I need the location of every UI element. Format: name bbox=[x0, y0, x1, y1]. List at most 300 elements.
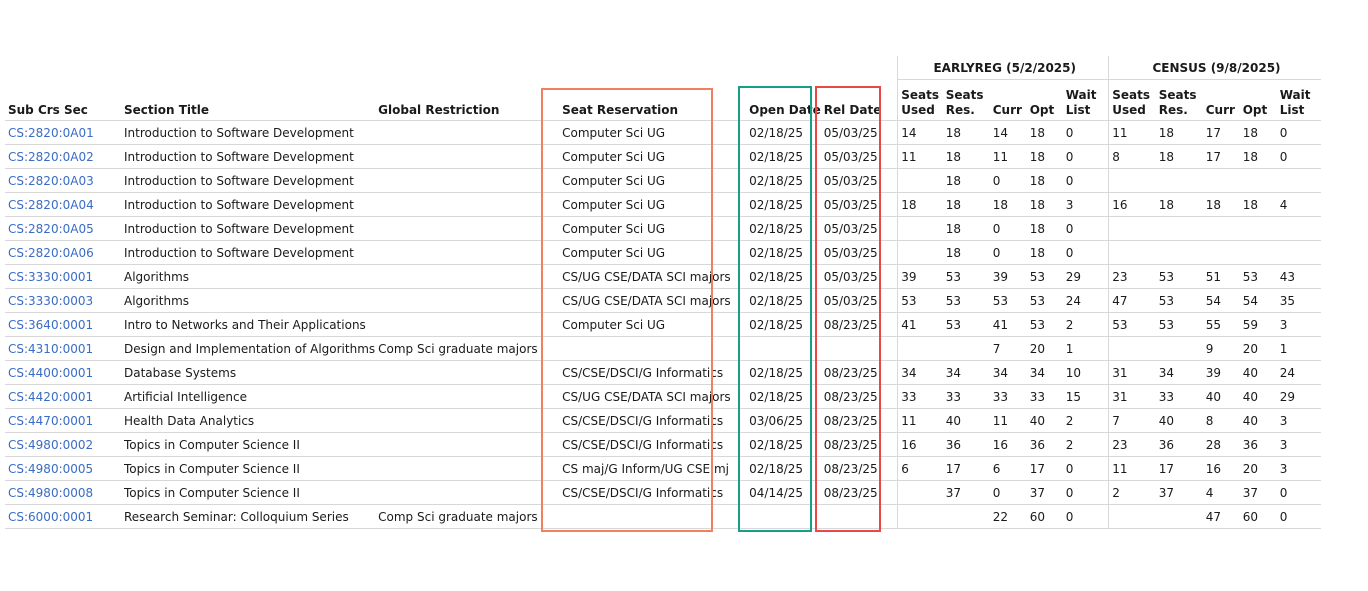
earlyreg-curr-cell: 7 bbox=[990, 337, 1027, 361]
seat-reservation-cell: Computer Sci UG bbox=[559, 193, 746, 217]
earlyreg-seats-res-cell: 17 bbox=[943, 457, 990, 481]
census-wait-list-cell: 1 bbox=[1277, 337, 1321, 361]
col-header-c-opt[interactable]: Opt bbox=[1240, 80, 1277, 121]
earlyreg-seats-used-cell: 11 bbox=[898, 409, 943, 433]
census-seats-res-cell bbox=[1156, 505, 1203, 529]
section-title-cell: Introduction to Software Development bbox=[121, 241, 375, 265]
rel-date-cell: 05/03/25 bbox=[821, 241, 898, 265]
earlyreg-wait-list-cell: 0 bbox=[1063, 169, 1109, 193]
global-restriction-cell bbox=[375, 385, 559, 409]
rel-date-cell: 08/23/25 bbox=[821, 385, 898, 409]
seat-reservation-cell: CS/UG CSE/DATA SCI majors bbox=[559, 265, 746, 289]
course-cell bbox=[5, 145, 121, 169]
seat-reservation-cell: Computer Sci UG bbox=[559, 313, 746, 337]
census-curr-cell: 54 bbox=[1203, 289, 1240, 313]
earlyreg-curr-cell: 0 bbox=[990, 481, 1027, 505]
census-seats-used-cell: 47 bbox=[1109, 289, 1156, 313]
course-link[interactable]: CS:3640:0001 bbox=[8, 317, 94, 332]
open-date-cell: 03/06/25 bbox=[746, 409, 821, 433]
earlyreg-wait-list-cell: 0 bbox=[1063, 217, 1109, 241]
rel-date-cell: 08/23/25 bbox=[821, 433, 898, 457]
census-opt-cell: 60 bbox=[1240, 505, 1277, 529]
earlyreg-seats-res-cell: 18 bbox=[943, 193, 990, 217]
census-curr-cell: 47 bbox=[1203, 505, 1240, 529]
seat-reservation-cell: Computer Sci UG bbox=[559, 169, 746, 193]
table-row bbox=[5, 217, 1321, 241]
earlyreg-seats-res-cell: 37 bbox=[943, 481, 990, 505]
earlyreg-opt-cell: 53 bbox=[1027, 265, 1063, 289]
census-seats-res-cell bbox=[1156, 241, 1203, 265]
census-curr-cell: 8 bbox=[1203, 409, 1240, 433]
earlyreg-seats-used-cell: 33 bbox=[898, 385, 943, 409]
open-date-cell: 02/18/25 bbox=[746, 265, 821, 289]
earlyreg-curr-cell: 53 bbox=[990, 289, 1027, 313]
earlyreg-wait-list-cell: 29 bbox=[1063, 265, 1109, 289]
course-link[interactable]: CS:6000:0001 bbox=[8, 509, 94, 524]
earlyreg-seats-used-cell bbox=[898, 337, 943, 361]
section-title-cell: Introduction to Software Development bbox=[121, 121, 375, 145]
rel-date-cell: 05/03/25 bbox=[821, 121, 898, 145]
col-header-e-seats-used[interactable]: Seats Used bbox=[898, 80, 943, 121]
census-curr-cell: 40 bbox=[1203, 385, 1240, 409]
global-restriction-cell bbox=[375, 289, 559, 313]
section-title-cell: Algorithms bbox=[121, 289, 375, 313]
census-wait-list-cell: 0 bbox=[1277, 145, 1321, 169]
census-curr-cell: 9 bbox=[1203, 337, 1240, 361]
table-row bbox=[5, 193, 1321, 217]
section-title-cell: Introduction to Software Development bbox=[121, 217, 375, 241]
earlyreg-wait-list-cell: 0 bbox=[1063, 241, 1109, 265]
census-curr-cell: 16 bbox=[1203, 457, 1240, 481]
census-seats-used-cell: 16 bbox=[1109, 193, 1156, 217]
section-title-cell: Database Systems bbox=[121, 361, 375, 385]
earlyreg-seats-used-cell: 41 bbox=[898, 313, 943, 337]
course-link[interactable]: CS:4980:0005 bbox=[8, 461, 94, 476]
census-seats-res-cell bbox=[1156, 169, 1203, 193]
col-header-c-curr[interactable]: Curr bbox=[1203, 80, 1240, 121]
census-curr-cell bbox=[1203, 169, 1240, 193]
course-cell bbox=[5, 289, 121, 313]
course-cell bbox=[5, 241, 121, 265]
course-link[interactable]: CS:4980:0008 bbox=[8, 485, 94, 500]
earlyreg-seats-res-cell: 53 bbox=[943, 289, 990, 313]
census-opt-cell: 53 bbox=[1240, 265, 1277, 289]
census-seats-res-cell: 18 bbox=[1156, 145, 1203, 169]
census-opt-cell: 54 bbox=[1240, 289, 1277, 313]
earlyreg-seats-used-cell: 11 bbox=[898, 145, 943, 169]
course-cell bbox=[5, 337, 121, 361]
census-seats-used-cell bbox=[1109, 169, 1156, 193]
earlyreg-seats-used-cell: 14 bbox=[898, 121, 943, 145]
census-seats-used-cell bbox=[1109, 241, 1156, 265]
course-link[interactable]: CS:2820:0A04 bbox=[8, 197, 94, 212]
earlyreg-seats-used-cell: 6 bbox=[898, 457, 943, 481]
col-header-section-title[interactable]: Section Title bbox=[124, 103, 209, 117]
global-restriction-cell: Comp Sci graduate majors bbox=[375, 337, 559, 361]
global-restriction-cell bbox=[375, 265, 559, 289]
col-header-c-seats-res[interactable]: Seats Res. bbox=[1156, 80, 1203, 121]
col-header-e-seats-res[interactable]: Seats Res. bbox=[943, 80, 990, 121]
rel-date-cell: 05/03/25 bbox=[821, 193, 898, 217]
course-link[interactable]: CS:3330:0003 bbox=[8, 293, 94, 308]
section-title-cell: Introduction to Software Development bbox=[121, 193, 375, 217]
earlyreg-curr-cell: 0 bbox=[990, 169, 1027, 193]
census-opt-cell: 18 bbox=[1240, 121, 1277, 145]
course-cell bbox=[5, 385, 121, 409]
course-link[interactable]: CS:4420:0001 bbox=[8, 389, 94, 404]
open-date-cell: 02/18/25 bbox=[746, 217, 821, 241]
census-seats-res-cell: 33 bbox=[1156, 385, 1203, 409]
census-wait-list-cell: 0 bbox=[1277, 121, 1321, 145]
seat-reservation-cell bbox=[559, 337, 746, 361]
seat-reservation-cell: Computer Sci UG bbox=[559, 217, 746, 241]
census-seats-used-cell: 31 bbox=[1109, 361, 1156, 385]
earlyreg-seats-res-cell: 34 bbox=[943, 361, 990, 385]
earlyreg-wait-list-cell: 24 bbox=[1063, 289, 1109, 313]
earlyreg-seats-res-cell: 18 bbox=[943, 217, 990, 241]
open-date-cell: 02/18/25 bbox=[746, 121, 821, 145]
census-seats-used-cell: 23 bbox=[1109, 265, 1156, 289]
rel-date-cell: 05/03/25 bbox=[821, 265, 898, 289]
table-row bbox=[5, 409, 1321, 433]
census-seats-used-cell bbox=[1109, 337, 1156, 361]
table-row bbox=[5, 121, 1321, 145]
section-title-cell: Health Data Analytics bbox=[121, 409, 375, 433]
rel-date-cell: 08/23/25 bbox=[821, 409, 898, 433]
census-seats-used-cell bbox=[1109, 217, 1156, 241]
rel-date-cell bbox=[821, 337, 898, 361]
rel-date-cell: 05/03/25 bbox=[821, 217, 898, 241]
earlyreg-wait-list-cell: 3 bbox=[1063, 193, 1109, 217]
open-date-cell: 04/14/25 bbox=[746, 481, 821, 505]
census-seats-used-cell: 23 bbox=[1109, 433, 1156, 457]
earlyreg-seats-res-cell: 53 bbox=[943, 265, 990, 289]
rel-date-cell bbox=[821, 505, 898, 529]
rel-date-cell: 08/23/25 bbox=[821, 457, 898, 481]
seat-reservation-cell: CS maj/G Inform/UG CSE mj bbox=[559, 457, 746, 481]
census-seats-used-cell: 11 bbox=[1109, 121, 1156, 145]
census-wait-list-cell: 4 bbox=[1277, 193, 1321, 217]
section-title-cell: Topics in Computer Science II bbox=[121, 481, 375, 505]
course-link[interactable]: CS:2820:0A02 bbox=[8, 149, 94, 164]
earlyreg-opt-cell: 60 bbox=[1027, 505, 1063, 529]
earlyreg-seats-res-cell: 33 bbox=[943, 385, 990, 409]
course-link[interactable]: CS:4470:0001 bbox=[8, 413, 94, 428]
rel-date-cell: 05/03/25 bbox=[821, 289, 898, 313]
earlyreg-wait-list-cell: 15 bbox=[1063, 385, 1109, 409]
course-sections-table bbox=[5, 56, 1321, 529]
open-date-cell: 02/18/25 bbox=[746, 385, 821, 409]
earlyreg-curr-cell: 34 bbox=[990, 361, 1027, 385]
census-wait-list-cell bbox=[1277, 241, 1321, 265]
census-seats-res-cell: 53 bbox=[1156, 289, 1203, 313]
earlyreg-wait-list-cell: 10 bbox=[1063, 361, 1109, 385]
census-curr-cell: 17 bbox=[1203, 145, 1240, 169]
earlyreg-opt-cell: 18 bbox=[1027, 193, 1063, 217]
global-restriction-cell bbox=[375, 241, 559, 265]
course-link[interactable]: CS:2820:0A03 bbox=[8, 173, 94, 188]
earlyreg-seats-used-cell: 39 bbox=[898, 265, 943, 289]
earlyreg-opt-cell: 53 bbox=[1027, 313, 1063, 337]
census-seats-res-cell bbox=[1156, 217, 1203, 241]
seat-reservation-cell: Computer Sci UG bbox=[559, 145, 746, 169]
course-cell bbox=[5, 433, 121, 457]
earlyreg-curr-cell: 16 bbox=[990, 433, 1027, 457]
course-link[interactable]: CS:4310:0001 bbox=[8, 341, 94, 356]
seat-reservation-cell bbox=[559, 505, 746, 529]
earlyreg-opt-cell: 18 bbox=[1027, 145, 1063, 169]
global-restriction-cell bbox=[375, 361, 559, 385]
open-date-cell: 02/18/25 bbox=[746, 193, 821, 217]
earlyreg-wait-list-cell: 0 bbox=[1063, 121, 1109, 145]
census-wait-list-cell: 24 bbox=[1277, 361, 1321, 385]
global-restriction-cell bbox=[375, 457, 559, 481]
open-date-cell bbox=[746, 505, 821, 529]
earlyreg-seats-res-cell bbox=[943, 337, 990, 361]
earlyreg-opt-cell: 18 bbox=[1027, 217, 1063, 241]
census-seats-res-cell: 36 bbox=[1156, 433, 1203, 457]
earlyreg-curr-cell: 41 bbox=[990, 313, 1027, 337]
section-title-cell: Algorithms bbox=[121, 265, 375, 289]
earlyreg-curr-cell: 0 bbox=[990, 241, 1027, 265]
census-opt-cell: 20 bbox=[1240, 337, 1277, 361]
earlyreg-curr-cell: 18 bbox=[990, 193, 1027, 217]
census-wait-list-cell: 0 bbox=[1277, 481, 1321, 505]
census-curr-cell: 28 bbox=[1203, 433, 1240, 457]
census-seats-res-cell: 37 bbox=[1156, 481, 1203, 505]
earlyreg-seats-res-cell: 36 bbox=[943, 433, 990, 457]
census-group-header: CENSUS (9/8/2025) bbox=[1109, 56, 1321, 80]
census-curr-cell: 55 bbox=[1203, 313, 1240, 337]
census-opt-cell: 18 bbox=[1240, 193, 1277, 217]
census-wait-list-cell: 35 bbox=[1277, 289, 1321, 313]
course-link[interactable]: CS:4980:0002 bbox=[8, 437, 94, 452]
earlyreg-wait-list-cell: 0 bbox=[1063, 481, 1109, 505]
earlyreg-opt-cell: 17 bbox=[1027, 457, 1063, 481]
census-seats-used-cell: 2 bbox=[1109, 481, 1156, 505]
census-seats-used-cell: 53 bbox=[1109, 313, 1156, 337]
course-cell bbox=[5, 505, 121, 529]
earlyreg-seats-res-cell: 18 bbox=[943, 169, 990, 193]
earlyreg-wait-list-cell: 1 bbox=[1063, 337, 1109, 361]
course-cell bbox=[5, 217, 121, 241]
global-restriction-cell bbox=[375, 121, 559, 145]
seat-reservation-cell: Computer Sci UG bbox=[559, 241, 746, 265]
earlyreg-seats-used-cell: 18 bbox=[898, 193, 943, 217]
course-cell bbox=[5, 169, 121, 193]
global-restriction-cell bbox=[375, 193, 559, 217]
col-header-seat-reservation[interactable]: Seat Reservation bbox=[562, 103, 679, 117]
census-opt-cell: 37 bbox=[1240, 481, 1277, 505]
earlyreg-curr-cell: 11 bbox=[990, 145, 1027, 169]
section-title-cell: Topics in Computer Science II bbox=[121, 457, 375, 481]
census-opt-cell bbox=[1240, 241, 1277, 265]
census-opt-cell: 18 bbox=[1240, 145, 1277, 169]
earlyreg-opt-cell: 20 bbox=[1027, 337, 1063, 361]
section-title-cell: Artificial Intelligence bbox=[121, 385, 375, 409]
earlyreg-seats-res-cell: 53 bbox=[943, 313, 990, 337]
seat-reservation-cell: CS/CSE/DSCI/G Informatics bbox=[559, 481, 746, 505]
course-cell bbox=[5, 193, 121, 217]
col-header-global-restriction[interactable]: Global Restriction bbox=[378, 103, 500, 117]
table-row bbox=[5, 505, 1321, 529]
census-wait-list-cell bbox=[1277, 217, 1321, 241]
earlyreg-wait-list-cell: 0 bbox=[1063, 457, 1109, 481]
earlyreg-opt-cell: 33 bbox=[1027, 385, 1063, 409]
open-date-cell: 02/18/25 bbox=[746, 457, 821, 481]
census-wait-list-cell: 43 bbox=[1277, 265, 1321, 289]
course-cell bbox=[5, 121, 121, 145]
earlyreg-curr-cell: 0 bbox=[990, 217, 1027, 241]
course-link[interactable]: CS:3330:0001 bbox=[8, 269, 94, 284]
census-curr-cell bbox=[1203, 241, 1240, 265]
census-opt-cell: 20 bbox=[1240, 457, 1277, 481]
census-opt-cell: 40 bbox=[1240, 361, 1277, 385]
course-cell bbox=[5, 457, 121, 481]
open-date-cell: 02/18/25 bbox=[746, 361, 821, 385]
open-date-cell: 02/18/25 bbox=[746, 313, 821, 337]
seat-reservation-cell: CS/UG CSE/DATA SCI majors bbox=[559, 289, 746, 313]
census-seats-res-cell: 53 bbox=[1156, 313, 1203, 337]
census-seats-used-cell: 7 bbox=[1109, 409, 1156, 433]
col-header-rel-date[interactable]: Rel Date bbox=[823, 103, 882, 117]
census-wait-list-cell: 3 bbox=[1277, 457, 1321, 481]
table-row bbox=[5, 169, 1321, 193]
open-date-cell: 02/18/25 bbox=[746, 289, 821, 313]
global-restriction-cell bbox=[375, 409, 559, 433]
course-cell bbox=[5, 265, 121, 289]
course-link[interactable]: CS:2820:0A06 bbox=[8, 245, 94, 260]
section-title-cell: Introduction to Software Development bbox=[121, 169, 375, 193]
table-row bbox=[5, 289, 1321, 313]
census-opt-cell: 40 bbox=[1240, 385, 1277, 409]
section-title-cell: Design and Implementation of Algorithms bbox=[121, 337, 375, 361]
seat-reservation-cell: CS/UG CSE/DATA SCI majors bbox=[559, 385, 746, 409]
earlyreg-wait-list-cell: 2 bbox=[1063, 313, 1109, 337]
rel-date-cell: 08/23/25 bbox=[821, 361, 898, 385]
earlyreg-curr-cell: 22 bbox=[990, 505, 1027, 529]
seat-reservation-cell: CS/CSE/DSCI/G Informatics bbox=[559, 433, 746, 457]
earlyreg-seats-res-cell bbox=[943, 505, 990, 529]
census-seats-res-cell: 18 bbox=[1156, 121, 1203, 145]
earlyreg-seats-res-cell: 18 bbox=[943, 145, 990, 169]
census-seats-used-cell: 31 bbox=[1109, 385, 1156, 409]
table-row bbox=[5, 481, 1321, 505]
col-header-e-curr[interactable]: Curr bbox=[990, 80, 1027, 121]
census-seats-res-cell: 18 bbox=[1156, 193, 1203, 217]
earlyreg-seats-res-cell: 18 bbox=[943, 121, 990, 145]
earlyreg-curr-cell: 33 bbox=[990, 385, 1027, 409]
census-seats-res-cell bbox=[1156, 337, 1203, 361]
open-date-cell: 02/18/25 bbox=[746, 169, 821, 193]
global-restriction-cell bbox=[375, 313, 559, 337]
group-header-row bbox=[5, 56, 1321, 80]
earlyreg-seats-res-cell: 18 bbox=[943, 241, 990, 265]
earlyreg-wait-list-cell: 0 bbox=[1063, 505, 1109, 529]
section-title-cell: Introduction to Software Development bbox=[121, 145, 375, 169]
earlyreg-opt-cell: 18 bbox=[1027, 241, 1063, 265]
census-wait-list-cell: 3 bbox=[1277, 313, 1321, 337]
earlyreg-seats-used-cell: 53 bbox=[898, 289, 943, 313]
earlyreg-curr-cell: 14 bbox=[990, 121, 1027, 145]
global-restriction-cell bbox=[375, 169, 559, 193]
seat-reservation-cell: Computer Sci UG bbox=[559, 121, 746, 145]
section-title-cell: Topics in Computer Science II bbox=[121, 433, 375, 457]
table-row bbox=[5, 313, 1321, 337]
col-header-e-opt[interactable]: Opt bbox=[1027, 80, 1063, 121]
census-seats-used-cell bbox=[1109, 505, 1156, 529]
table-row bbox=[5, 385, 1321, 409]
table-row bbox=[5, 241, 1321, 265]
course-link[interactable]: CS:2820:0A01 bbox=[8, 125, 94, 140]
earlyreg-curr-cell: 6 bbox=[990, 457, 1027, 481]
earlyreg-curr-cell: 39 bbox=[990, 265, 1027, 289]
census-seats-used-cell: 11 bbox=[1109, 457, 1156, 481]
census-opt-cell bbox=[1240, 169, 1277, 193]
earlyreg-wait-list-cell: 2 bbox=[1063, 433, 1109, 457]
course-link[interactable]: CS:2820:0A05 bbox=[8, 221, 94, 236]
global-restriction-cell bbox=[375, 481, 559, 505]
open-date-cell: 02/18/25 bbox=[746, 145, 821, 169]
earlyreg-curr-cell: 11 bbox=[990, 409, 1027, 433]
earlyreg-seats-used-cell bbox=[898, 241, 943, 265]
table-row bbox=[5, 145, 1321, 169]
census-seats-res-cell: 53 bbox=[1156, 265, 1203, 289]
course-cell bbox=[5, 481, 121, 505]
earlyreg-seats-used-cell bbox=[898, 217, 943, 241]
course-cell bbox=[5, 313, 121, 337]
open-date-cell: 02/18/25 bbox=[746, 241, 821, 265]
table-row bbox=[5, 337, 1321, 361]
col-header-c-seats-used[interactable]: Seats Used bbox=[1109, 80, 1156, 121]
section-title-cell: Research Seminar: Colloquium Series bbox=[121, 505, 375, 529]
open-date-cell bbox=[746, 337, 821, 361]
census-curr-cell: 18 bbox=[1203, 193, 1240, 217]
col-header-c-wait-list[interactable]: Wait List bbox=[1277, 80, 1321, 121]
census-curr-cell: 4 bbox=[1203, 481, 1240, 505]
table-row bbox=[5, 265, 1321, 289]
census-opt-cell bbox=[1240, 217, 1277, 241]
seat-reservation-cell: CS/CSE/DSCI/G Informatics bbox=[559, 361, 746, 385]
column-header-row bbox=[5, 80, 1321, 121]
col-header-sub-crs-sec[interactable]: Sub Crs Sec bbox=[8, 103, 88, 117]
earlyreg-seats-used-cell bbox=[898, 481, 943, 505]
col-header-open-date[interactable]: Open Date bbox=[749, 103, 821, 117]
census-wait-list-cell bbox=[1277, 169, 1321, 193]
earlyreg-seats-res-cell: 40 bbox=[943, 409, 990, 433]
earlyreg-seats-used-cell bbox=[898, 505, 943, 529]
rel-date-cell: 08/23/25 bbox=[821, 481, 898, 505]
rel-date-cell: 08/23/25 bbox=[821, 313, 898, 337]
global-restriction-cell bbox=[375, 145, 559, 169]
col-header-e-wait-list[interactable]: Wait List bbox=[1063, 80, 1109, 121]
open-date-cell: 02/18/25 bbox=[746, 433, 821, 457]
earlyreg-seats-used-cell bbox=[898, 169, 943, 193]
earlyreg-wait-list-cell: 2 bbox=[1063, 409, 1109, 433]
course-link[interactable]: CS:4400:0001 bbox=[8, 365, 94, 380]
census-seats-used-cell: 8 bbox=[1109, 145, 1156, 169]
census-seats-res-cell: 17 bbox=[1156, 457, 1203, 481]
rel-date-cell: 05/03/25 bbox=[821, 169, 898, 193]
global-restriction-cell: Comp Sci graduate majors bbox=[375, 505, 559, 529]
census-curr-cell bbox=[1203, 217, 1240, 241]
earlyreg-opt-cell: 37 bbox=[1027, 481, 1063, 505]
earlyreg-opt-cell: 36 bbox=[1027, 433, 1063, 457]
census-wait-list-cell: 3 bbox=[1277, 409, 1321, 433]
census-curr-cell: 39 bbox=[1203, 361, 1240, 385]
seat-reservation-cell: CS/CSE/DSCI/G Informatics bbox=[559, 409, 746, 433]
census-wait-list-cell: 29 bbox=[1277, 385, 1321, 409]
